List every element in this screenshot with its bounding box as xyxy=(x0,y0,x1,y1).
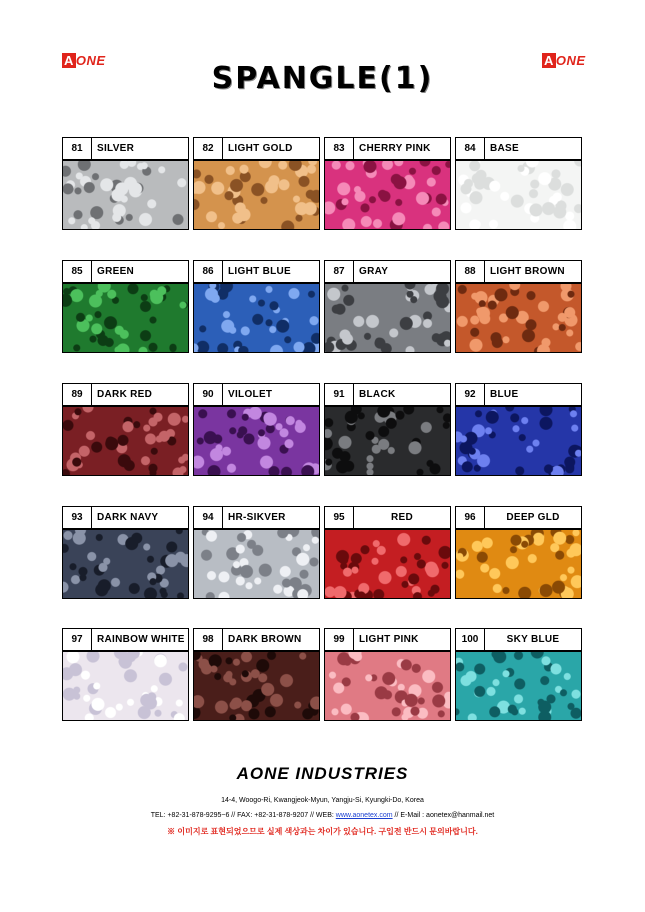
swatch-name: HR-SIKVER xyxy=(228,512,286,523)
swatch-sample xyxy=(193,160,320,230)
swatch-number: 97 xyxy=(63,629,92,650)
swatch-sample xyxy=(62,283,189,353)
swatch-card xyxy=(324,260,451,353)
swatch-number: 98 xyxy=(194,629,223,650)
company-name: AONE INDUSTRIES xyxy=(236,764,409,783)
swatch-number: 81 xyxy=(63,138,92,159)
swatch-number: 100 xyxy=(456,629,485,650)
swatch-header xyxy=(455,383,582,406)
swatch-number: 85 xyxy=(63,261,92,282)
swatch-name: SKY BLUE xyxy=(506,634,560,645)
swatch-number: 96 xyxy=(456,507,485,528)
swatch-name: DARK NAVY xyxy=(97,512,159,523)
swatch-card xyxy=(193,383,320,476)
swatch-sample xyxy=(62,651,189,721)
swatch-sample xyxy=(324,529,451,599)
swatch-card xyxy=(62,260,189,353)
swatch-number: 91 xyxy=(325,384,354,405)
swatch-card xyxy=(324,628,451,721)
swatch-header xyxy=(62,137,189,160)
swatch-name: RED xyxy=(390,512,413,523)
swatch-card xyxy=(455,260,582,353)
swatch-header xyxy=(324,260,451,283)
swatch-sample xyxy=(455,283,582,353)
swatch-sample xyxy=(455,160,582,230)
swatch-number: 92 xyxy=(456,384,485,405)
swatch-name: BASE xyxy=(490,143,519,154)
swatch-name: SILVER xyxy=(97,143,135,154)
swatch-name: DEEP GLD xyxy=(506,512,560,523)
swatch-header xyxy=(324,383,451,406)
swatch-sample xyxy=(193,283,320,353)
swatch-name: RAINBOW WHITE xyxy=(97,634,185,645)
swatch-number: 89 xyxy=(63,384,92,405)
swatch-card xyxy=(455,383,582,476)
company-contact: TEL: +82-31-878-9295~6 // FAX: +82-31-878-9207 // WEB: www.aonetex.com // E-Mail : aonetex@hanmail.net xyxy=(150,812,495,819)
swatch-number: 95 xyxy=(325,507,354,528)
color-disclaimer: ※ 이미지로 표현되었으므로 실제 색상과는 차이가 있습니다. 구입전 반드시 문의바랍니다. xyxy=(167,827,478,836)
swatch-header xyxy=(455,137,582,160)
swatch-header xyxy=(455,506,582,529)
swatch-number: 82 xyxy=(194,138,223,159)
swatch-header xyxy=(193,383,320,406)
swatch-name: LIGHT GOLD xyxy=(228,143,293,154)
swatch-card xyxy=(324,383,451,476)
swatch-sample xyxy=(324,406,451,476)
swatch-name: BLUE xyxy=(490,389,519,400)
swatch-number: 83 xyxy=(325,138,354,159)
swatch-sample xyxy=(62,406,189,476)
swatch-sample xyxy=(455,651,582,721)
swatch-number: 90 xyxy=(194,384,223,405)
swatch-header xyxy=(62,506,189,529)
swatch-header xyxy=(193,628,320,651)
swatch-name: DARK BROWN xyxy=(228,634,302,645)
swatch-sample xyxy=(193,529,320,599)
swatch-header xyxy=(455,260,582,283)
swatch-name: GREEN xyxy=(97,266,135,277)
swatch-header xyxy=(324,137,451,160)
swatch-sample xyxy=(455,406,582,476)
swatch-card xyxy=(455,628,582,721)
swatch-number: 99 xyxy=(325,629,354,650)
swatch-card xyxy=(193,506,320,599)
swatch-header xyxy=(324,506,451,529)
swatch-card xyxy=(193,260,320,353)
swatch-header xyxy=(455,628,582,651)
company-address: 14-4, Woogo-Ri, Kwangjeok-Myun, Yangju-Si, Kyungki-Do, Korea xyxy=(221,797,424,804)
swatch-sample xyxy=(455,529,582,599)
swatch-name: LIGHT BROWN xyxy=(490,266,565,277)
swatch-sample xyxy=(193,651,320,721)
swatch-name: LIGHT PINK xyxy=(359,634,419,645)
swatch-card xyxy=(455,137,582,230)
swatch-header xyxy=(193,260,320,283)
swatch-card xyxy=(62,628,189,721)
swatch-sample xyxy=(324,651,451,721)
page-title: SPANGLE(1) xyxy=(211,61,434,96)
swatch-card xyxy=(324,137,451,230)
swatch-number: 94 xyxy=(194,507,223,528)
swatch-header xyxy=(324,628,451,651)
swatch-sample xyxy=(193,406,320,476)
swatch-number: 87 xyxy=(325,261,354,282)
swatch-sample xyxy=(324,283,451,353)
swatch-header xyxy=(62,260,189,283)
swatch-card xyxy=(62,137,189,230)
swatch-card xyxy=(62,383,189,476)
swatch-name: DARK RED xyxy=(97,389,153,400)
swatch-header xyxy=(62,383,189,406)
aone-logo: A ONE xyxy=(544,53,586,68)
swatch-name: GRAY xyxy=(359,266,389,277)
swatch-header xyxy=(193,506,320,529)
swatch-card xyxy=(193,137,320,230)
swatch-number: 86 xyxy=(194,261,223,282)
swatch-header xyxy=(62,628,189,651)
swatch-sample xyxy=(324,160,451,230)
swatch-number: 84 xyxy=(456,138,485,159)
swatch-card xyxy=(62,506,189,599)
swatch-card xyxy=(455,506,582,599)
swatch-card xyxy=(193,628,320,721)
swatch-name: BLACK xyxy=(359,389,396,400)
swatch-card xyxy=(324,506,451,599)
website-link[interactable]: www.aonetex.com xyxy=(335,812,393,819)
aone-logo: A ONE xyxy=(64,53,106,68)
swatch-name: VILOLET xyxy=(228,389,273,400)
swatch-sample xyxy=(62,529,189,599)
swatch-name: LIGHT BLUE xyxy=(228,266,291,277)
swatch-name: CHERRY PINK xyxy=(359,143,431,154)
swatch-header xyxy=(193,137,320,160)
swatch-number: 88 xyxy=(456,261,485,282)
swatch-number: 93 xyxy=(63,507,92,528)
swatch-sample xyxy=(62,160,189,230)
